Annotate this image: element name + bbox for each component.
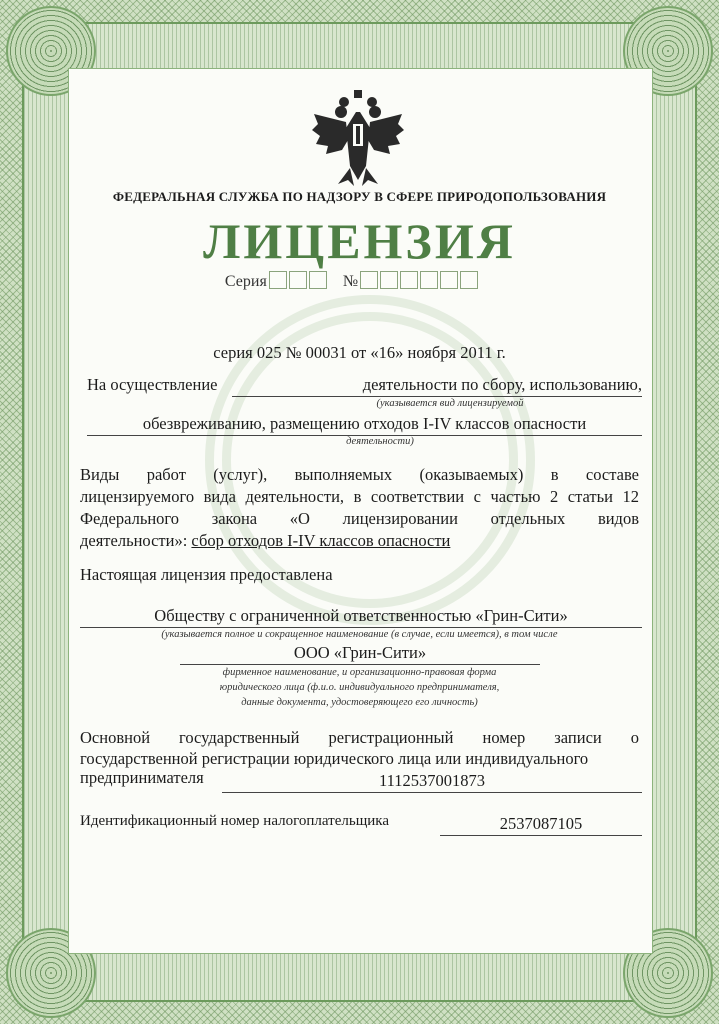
inn-value: 2537087105	[440, 814, 642, 836]
works-prefix: деятельности»:	[80, 531, 188, 550]
activity-value-line2: обезвреживанию, размещению отходов I-IV классов опасности	[87, 414, 642, 436]
series-boxes	[269, 271, 329, 291]
ogrn-line3: предпринимателя	[80, 768, 204, 787]
works-line4	[80, 531, 450, 551]
document-title: ЛИЦЕНЗИЯ	[203, 213, 516, 269]
granted-full-name: Обществу с ограниченной ответственностью «Грин-Сити»	[80, 606, 642, 628]
series-label: Серия	[224, 273, 267, 290]
double-headed-eagle-emblem-icon	[308, 88, 408, 188]
activity-value-line1: деятельности по сбору, использованию,	[232, 375, 642, 397]
granted-label: Настоящая лицензия предоставлена	[80, 565, 333, 584]
granted-note3: юридического лица (ф.и.о. индивидуального предпринимателя,	[219, 682, 500, 693]
granted-note2: фирменное наименование, и организационно-правовая форма	[222, 667, 497, 678]
ogrn-value: 1112537001873	[222, 771, 642, 793]
number-boxes	[360, 271, 480, 291]
activity-label: На осуществление	[87, 375, 218, 394]
granted-note1: (указывается полное и сокращенное наименование (в случае, если имеется), в том числе	[161, 629, 558, 640]
ogrn-line2: государственной регистрации юридического лица или индивидуального	[80, 749, 589, 768]
activity-note1: (указывается вид лицензируемой	[376, 398, 524, 409]
agency-name: ФЕДЕРАЛЬНАЯ СЛУЖБА ПО НАДЗОРУ В СФЕРЕ ПРИРОДОПОЛЬЗОВАНИЯ	[112, 189, 607, 204]
series-number-row	[80, 271, 639, 291]
works-line2: лицензируемого вида деятельности, в соответствии с частью 2 статьи 12	[80, 487, 639, 506]
works-line1: Виды работ (услуг), выполняемых (оказываемых) в составе	[80, 465, 639, 484]
activity-note2: деятельности)	[346, 436, 414, 447]
granted-note4: данные документа, удостоверяющего его личность)	[241, 697, 478, 708]
issue-line: серия 025 № 00031 от «16» ноября 2011 г.	[213, 343, 506, 362]
works-value: сбор отходов I-IV классов опасности	[191, 531, 451, 550]
granted-short-name: ООО «Грин-Сити»	[180, 643, 540, 665]
inn-label: Идентификационный номер налогоплательщика	[80, 813, 390, 829]
works-line3: Федерального закона «О лицензировании отдельных видов	[80, 509, 639, 528]
ogrn-line1: Основной государственный регистрационный номер записи о	[80, 728, 639, 747]
number-label: №	[342, 273, 359, 290]
